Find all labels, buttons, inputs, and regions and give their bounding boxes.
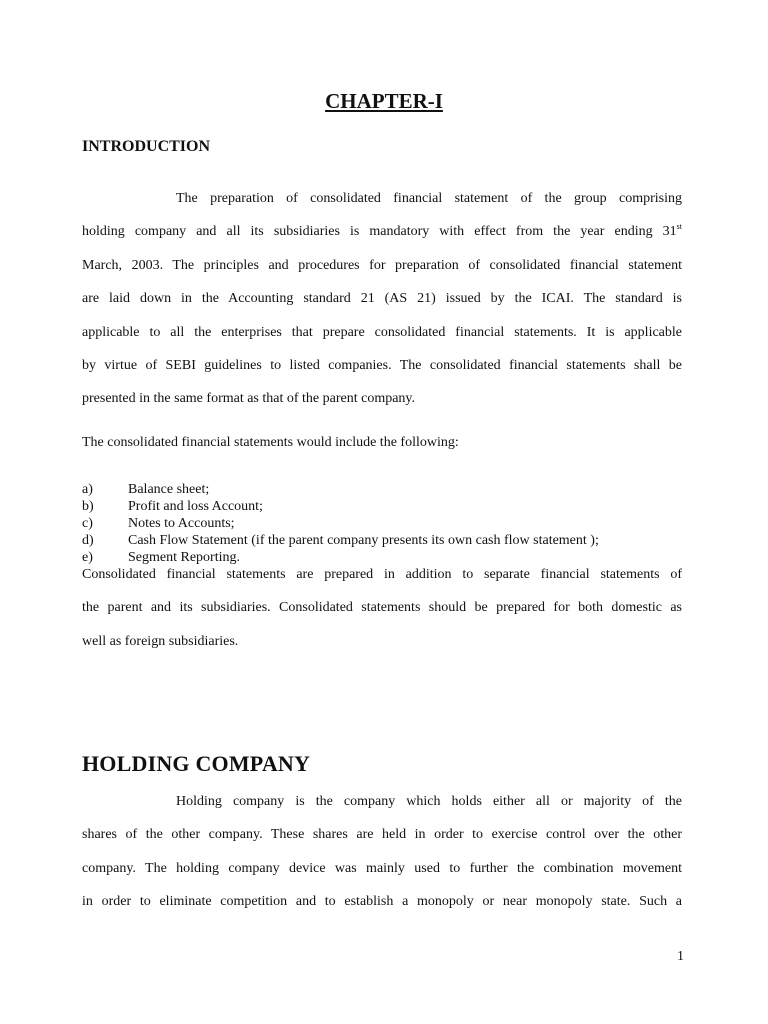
holding-line-4: in order to eliminate competition and to establish a monopoly or near monopoly state. Such a	[82, 894, 682, 910]
introduction-heading: INTRODUCTION	[82, 138, 211, 155]
intro-line-1: The preparation of consolidated financial statement of the group comprising	[176, 191, 682, 206]
after-line-3: well as foreign subsidiaries.	[82, 633, 239, 649]
introduction-paragraph	[82, 182, 682, 416]
statement-list	[82, 481, 682, 566]
list-marker: a)	[82, 482, 93, 497]
after-line-1: Consolidated financial statements are prepared in addition to separate financial statements of	[82, 567, 682, 582]
list-lead-text: The consolidated financial statements would include the following:	[82, 435, 459, 450]
list-item-text: Cash Flow Statement (if the parent company presents its own cash flow statement );	[128, 533, 599, 548]
chapter-title: CHAPTER-I	[325, 89, 443, 113]
list-item-text: Notes to Accounts;	[128, 516, 235, 531]
list-item	[82, 532, 682, 549]
holding-line-2: shares of the other company. These shares are held in order to exercise control over the other	[82, 827, 682, 843]
list-marker: c)	[82, 516, 93, 531]
holding-line-1: Holding company is the company which holds either all or majority of the	[176, 794, 682, 809]
intro-line-3: March, 2003. The principles and procedures for preparation of consolidated financial statement	[82, 257, 682, 273]
intro-line-6: by virtue of SEBI guidelines to listed companies. The consolidated financial statements shall be	[82, 358, 682, 374]
list-marker: d)	[82, 533, 94, 548]
intro-line-4: are laid down in the Accounting standard 21 (AS 21) issued by the ICAI. The standard is	[82, 291, 682, 307]
intro-line-2: holding company and all its subsidiaries is mandatory with effect from the year ending 31st	[82, 222, 682, 240]
holding-company-heading: HOLDING COMPANY	[82, 751, 311, 776]
intro-line-7: presented in the same format as that of the parent company.	[82, 391, 416, 407]
list-item-text: Profit and loss Account;	[128, 499, 263, 514]
intro-line-5: applicable to all the enterprises that prepare consolidated financial statements. It is applicable	[82, 324, 682, 340]
holding-company-paragraph	[82, 785, 682, 919]
list-item-text: Segment Reporting.	[128, 550, 240, 565]
consolidated-paragraph	[82, 558, 682, 658]
page-number: 1	[677, 949, 684, 964]
list-item	[82, 481, 682, 498]
after-line-2: the parent and its subsidiaries. Consolidated statements should be prepared for both domestic as	[82, 600, 682, 616]
ordinal-superscript: st	[676, 222, 682, 232]
list-marker: e)	[82, 550, 93, 565]
list-item-text: Balance sheet;	[128, 482, 210, 497]
list-marker: b)	[82, 499, 94, 514]
holding-line-3: company. The holding company device was mainly used to further the combination movement	[82, 860, 682, 876]
list-item	[82, 515, 682, 532]
list-item	[82, 498, 682, 515]
